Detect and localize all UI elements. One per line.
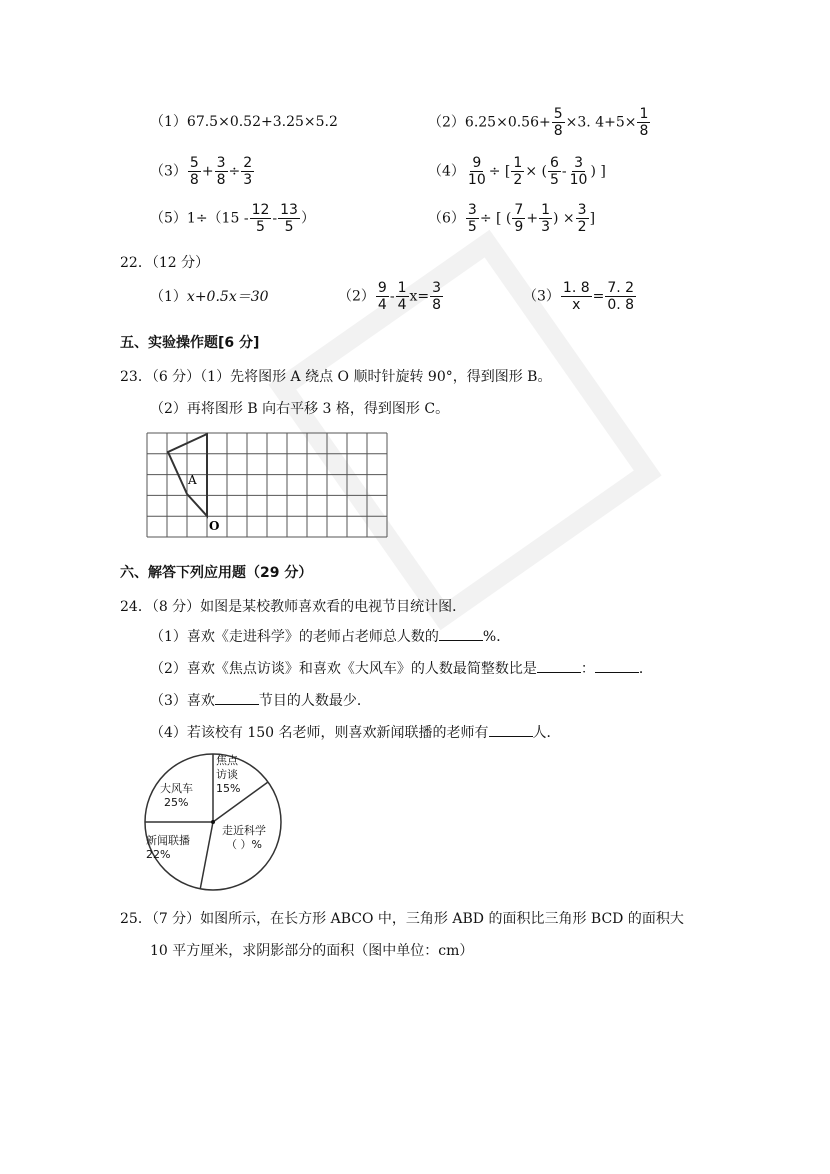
pie-center — [211, 820, 215, 824]
q21-p6: （6） $\frac{3}{5}$ ÷ [ ( $\frac{7}{9}$ + $\frac{1}{3}$ ) × $\frac{3}{2}$ ] — [428, 202, 596, 235]
slice-label-xinwen: 新闻联播 — [146, 834, 190, 847]
q25-line1: 25．（7 分）如图所示，在长方形 ABCO 中，三角形 ABD 的面积比三角形 BCD 的面积大 — [120, 911, 684, 927]
q24-s1: （1）喜欢《走进科学》的老师占老师总人数的 %． — [150, 629, 511, 645]
q23-line1: 23．（6 分）（1）先将图形 A 绕点 O 顺时针旋转 90°，得到图形 B。 — [120, 369, 552, 385]
q21-p5: （5）1÷（15 - $\frac{12}{5}$ - $\frac{13}{5}$ ） — [150, 202, 315, 235]
slice-value-dafengche: 25% — [164, 796, 189, 809]
q21-p2: （2）6.25×0.56+ $\frac{5}{8}$ ×3. 4+5× $\frac{1}{8}$ — [428, 106, 649, 139]
q24-s4: （4）若该校有 150 名老师，则喜欢新闻联播的老师有 人． — [150, 725, 561, 741]
pie-chart — [140, 750, 290, 895]
slice-label-jiaodian-2: 访谈 — [216, 768, 238, 781]
section6-heading: 六、解答下列应用题（29 分） — [120, 565, 313, 581]
q21-p1: （1）67.5×0.52+3.25×5.2 — [150, 114, 338, 130]
pie-slice-boundary — [200, 822, 213, 889]
section5-heading: 五、实验操作题[6 分] — [120, 335, 260, 351]
q23-line2: （2）再将图形 B 向右平移 3 格，得到图形 C。 — [150, 401, 450, 417]
q22-p3: （3） $\frac{1. 8}{x}$ = $\frac{7. 2}{0. 8}$ — [523, 280, 635, 313]
grid-figure — [146, 432, 392, 540]
q22-p1: （1）x+0.5x＝30 — [150, 289, 269, 305]
slice-value-jiaodian: 15% — [216, 782, 241, 795]
q24-s3: （3）喜欢 节目的人数最少． — [150, 693, 371, 709]
q25-line2: 10 平方厘米，求阴影部分的面积（图中单位：cm） — [150, 943, 474, 959]
q22-title: 22．（12 分） — [120, 255, 210, 271]
slice-label-zoujinkexue: 走近科学 — [222, 824, 266, 837]
shape-a-label: A — [188, 473, 197, 487]
q21-p4: （4） $\frac{9}{10}$ ÷ [ $\frac{1}{2}$ × ( $\frac{6}{5}$ - $\frac{3}{10}$ ) ] — [428, 155, 606, 188]
slice-value-zoujinkexue: （ ）% — [226, 838, 262, 851]
slice-value-xinwen: 22% — [146, 848, 171, 861]
q24-title: 24．（8 分）如图是某校教师喜欢看的电视节目统计图． — [120, 599, 467, 615]
slice-label-dafengche: 大风车 — [160, 782, 193, 795]
q24-s2: （2）喜欢《焦点访谈》和喜欢《大风车》的人数最简整数比是 ： ． — [150, 661, 653, 677]
q21-p3: （3） $\frac{5}{8}$ + $\frac{3}{8}$ ÷ $\frac{2}{3}$ — [150, 155, 253, 188]
q22-p2: （2） $\frac{9}{4}$ - $\frac{1}{4}$ x= $\frac{3}{8}$ — [338, 280, 442, 313]
point-o-label: O — [209, 519, 220, 533]
slice-label-jiaodian-1: 焦点 — [216, 754, 238, 767]
